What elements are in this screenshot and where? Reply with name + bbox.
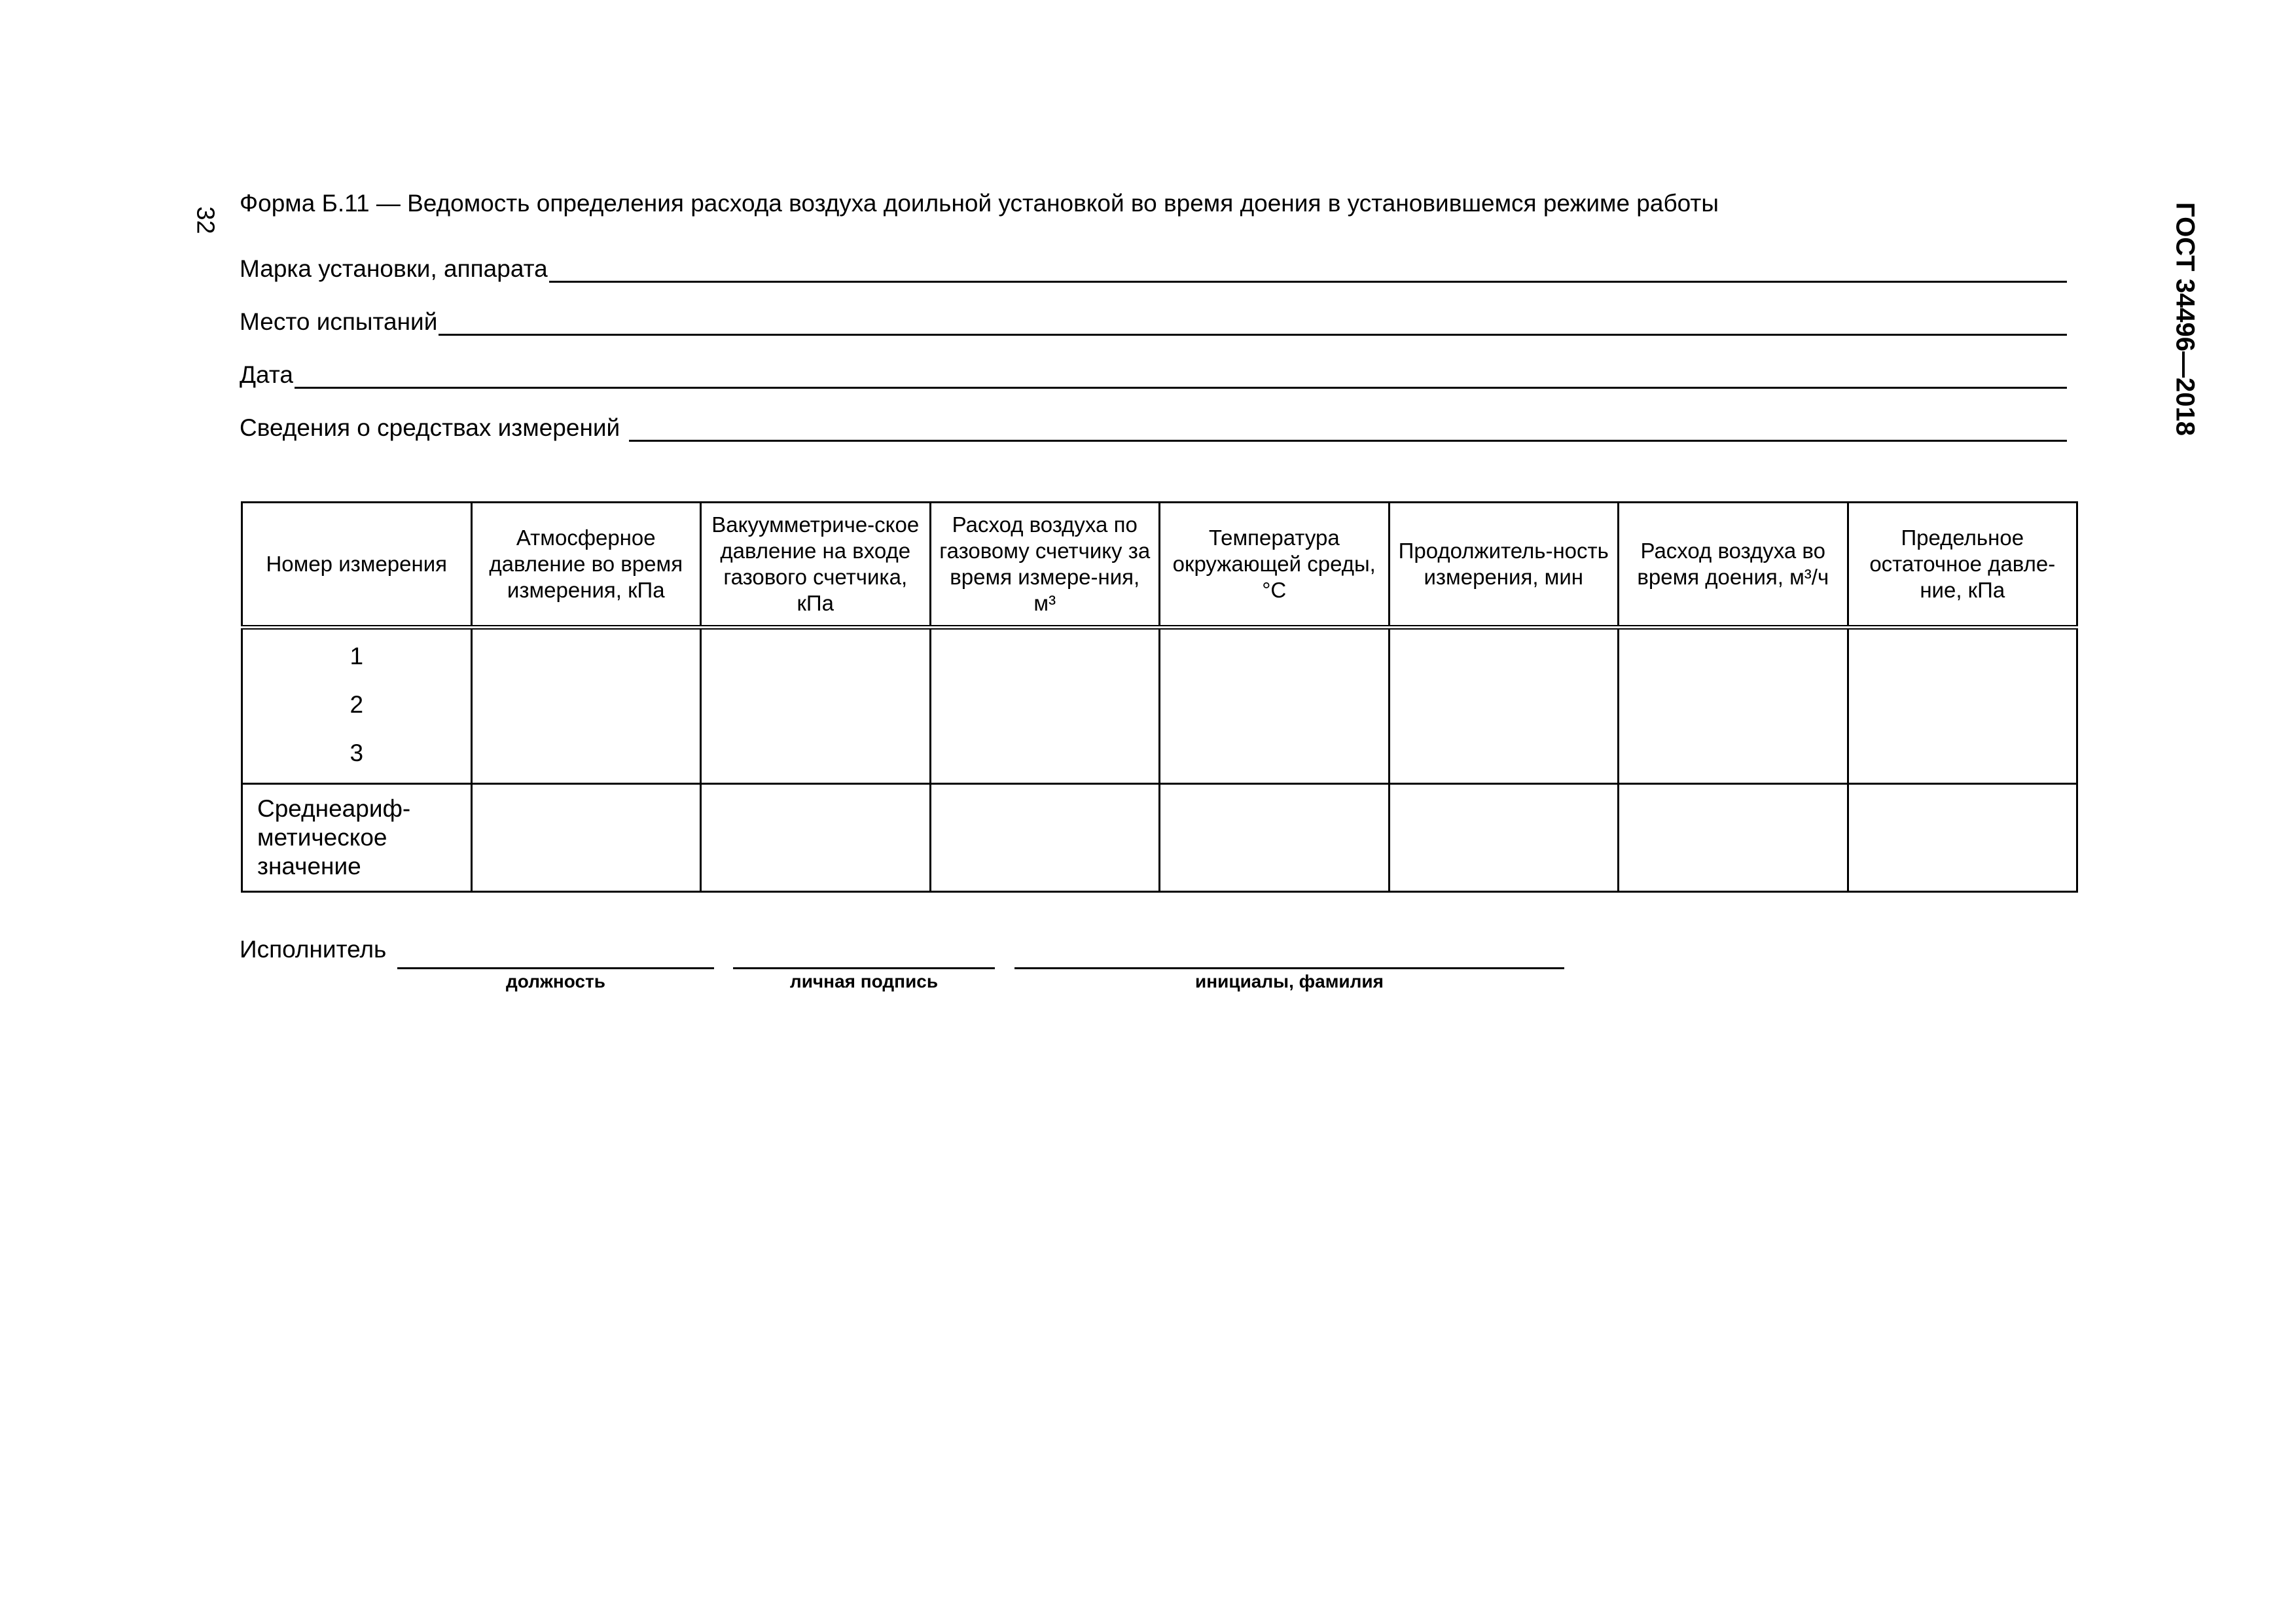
table-cell[interactable] (471, 628, 701, 784)
table-cell[interactable] (1389, 784, 1619, 892)
field-instruments (240, 408, 2067, 442)
header-vacuum-pressure: Вакуумметриче-ское давление на входе газового счетчика, кПа (701, 503, 931, 628)
table-header-row (242, 503, 2077, 628)
row-number: 2 (350, 691, 364, 718)
table-cell[interactable] (701, 784, 931, 892)
row-numbers-cell (242, 628, 472, 784)
table-cell[interactable] (1619, 628, 1848, 784)
field-date-input[interactable] (295, 353, 2067, 389)
header-atmospheric-pressure: Атмосферное давление во время измерения, кПа (471, 503, 701, 628)
header-air-flow-counter: Расход воздуха по газовому счетчику за время измере-ния, м³ (930, 503, 1160, 628)
row-number: 3 (350, 740, 364, 766)
field-date-label: Дата (240, 361, 293, 388)
header-residual-pressure: Предельное остаточное давле-ние, кПа (1848, 503, 2077, 628)
table-cell[interactable] (1160, 784, 1390, 892)
average-label: Среднеариф-метическое значение (242, 784, 472, 892)
position-input[interactable] (397, 966, 714, 969)
table-cell[interactable] (1619, 784, 1848, 892)
table-cell[interactable] (1848, 628, 2077, 784)
table-cell[interactable] (1848, 784, 2077, 892)
table-row-average (242, 784, 2077, 892)
position-caption: должность (506, 971, 605, 991)
header-measurement-number: Номер измерения (242, 503, 472, 628)
field-brand-input[interactable] (549, 247, 2067, 283)
header-ambient-temperature: Температура окружающей среды, °С (1160, 503, 1390, 628)
header-duration: Продолжитель-ность измерения, мин (1389, 503, 1619, 628)
field-place-label: Место испытаний (240, 308, 438, 335)
signature-label: Исполнитель (240, 936, 387, 963)
field-instruments-label: Сведения о средствах измерений (240, 414, 620, 441)
table-cell[interactable] (930, 628, 1160, 784)
page-number: 32 (191, 206, 219, 234)
table-cell[interactable] (1160, 628, 1390, 784)
field-instruments-input[interactable] (629, 406, 2067, 442)
row-number: 1 (350, 643, 364, 669)
header-air-flow-milking: Расход воздуха во время доения, м³/ч (1619, 503, 1848, 628)
name-input[interactable] (1014, 966, 1564, 969)
table-row (242, 628, 2077, 784)
table-cell[interactable] (701, 628, 931, 784)
field-brand-label: Марка установки, аппарата (240, 255, 548, 282)
table-cell[interactable] (930, 784, 1160, 892)
field-brand (240, 249, 2067, 283)
signature-input[interactable] (733, 966, 995, 969)
table-cell[interactable] (471, 784, 701, 892)
field-date (240, 355, 2067, 389)
table-cell[interactable] (1389, 628, 1619, 784)
field-place-input[interactable] (439, 300, 2067, 336)
measurement-table (241, 501, 2078, 893)
signature-caption: личная подпись (789, 971, 939, 991)
standard-header: ГОСТ 34496—2018 (2170, 202, 2200, 436)
field-place (240, 302, 2067, 336)
form-title: Форма Б.11 — Ведомость определения расхода воздуха доильной установкой во время доения в установившемся режиме работы (240, 190, 1719, 217)
name-caption: инициалы, фамилия (1195, 971, 1384, 991)
